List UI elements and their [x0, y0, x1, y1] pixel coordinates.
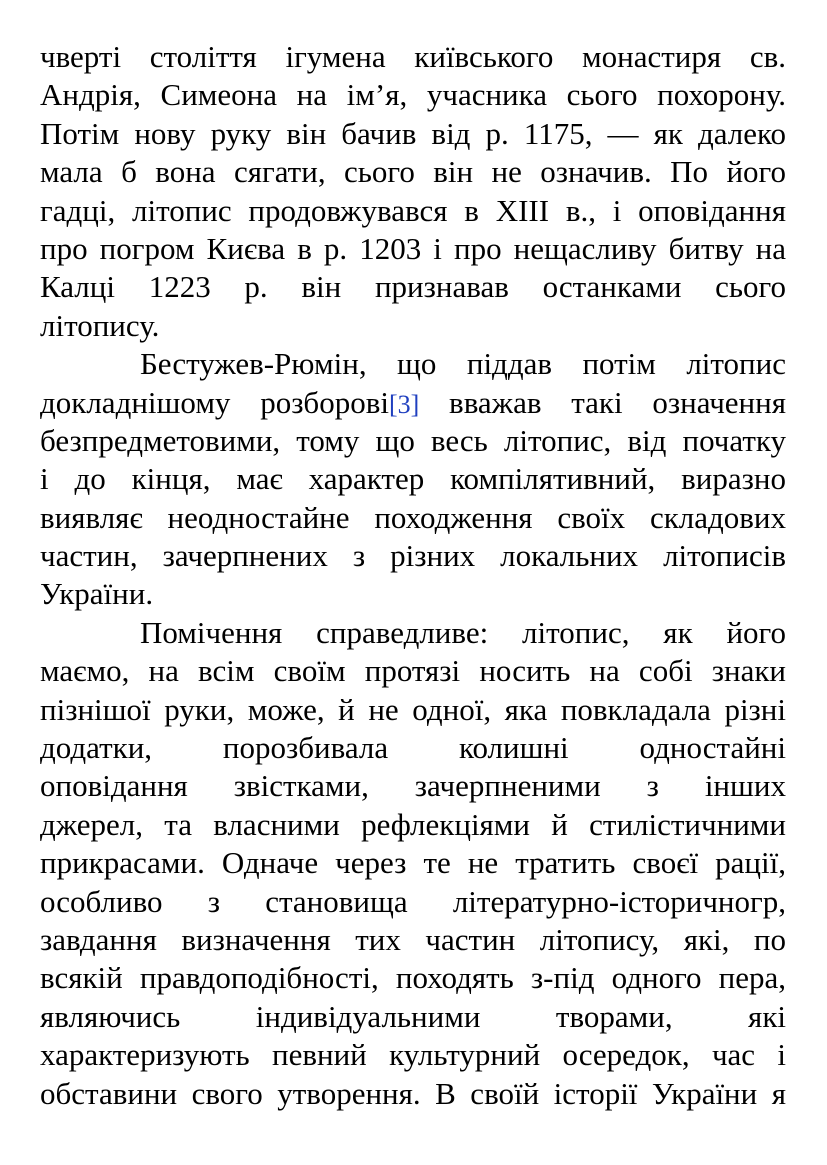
text-line: прикрасами. Одначе через те не тратить своєї рації, [40, 845, 786, 881]
text-line: Помічення справедливе: літопис, як його [140, 614, 786, 650]
text-line: Калці 1223 р. він признавав останками сього [40, 269, 786, 305]
text-line: чверті століття ігумена київського монастиря св. [40, 39, 786, 74]
text-line: виявляє неодностайне походження своїх складових [40, 499, 786, 535]
text-line: літопису. [40, 307, 160, 343]
text-line: мала б вона сягати, сього він не означив. По його [40, 154, 786, 190]
text-line-with-footnote [40, 384, 786, 422]
text-line: всякій правдоподібності, походять з-під одного пера, [40, 960, 786, 996]
text-line: Потім нову руку він бачив від р. 1175, — як далеко [40, 115, 786, 151]
text-segment: вважав такі означення [419, 384, 786, 420]
text-line: пізнішої руки, може, й не одної, яка повкладала різні [40, 691, 786, 727]
text-line: і до кінця, має характер компілятивний, виразно [40, 461, 786, 497]
text-line: оповідання звістками, зачерпненими з інших [40, 768, 786, 804]
text-line: характеризують певний культурний осередок, час і [40, 1037, 786, 1073]
text-line: України. [40, 576, 154, 612]
text-line: частин, зачерпнених з різних локальних літописів [40, 538, 786, 574]
text-line: завдання визначення тих частин літопису, які, по [40, 921, 786, 957]
text-line: особливо з становища літературно-історичногр, [40, 883, 786, 919]
text-line: Андрія, Симеона на ім’я, учасника сього похорону. [40, 77, 786, 113]
text-line: додатки, порозбивала колишні одностайні [40, 730, 786, 766]
text-line: обставини свого утворення. В своїй історії України я [40, 1075, 786, 1111]
text-line: безпредметовими, тому що весь літопис, від початку [40, 422, 786, 458]
text-line: гадці, літопис продовжувався в XIII в., і оповідання [40, 192, 786, 228]
text-line: Бестужев-Рюмін, що піддав потім літопис [140, 346, 786, 382]
document-page [40, 38, 786, 1113]
text-line: являючись індивідуальними творами, які [40, 998, 786, 1034]
text-line: про погром Києва в р. 1203 і про нещасливу битву на [40, 230, 786, 266]
text-segment: докладнішому розборові [40, 384, 389, 420]
footnote-link[interactable]: [3] [388, 389, 420, 419]
text-line: маємо, на всім своїм протязі носить на собі знаки [40, 653, 786, 689]
text-line: джерел, та власними рефлекціями й стилістичними [40, 806, 786, 842]
